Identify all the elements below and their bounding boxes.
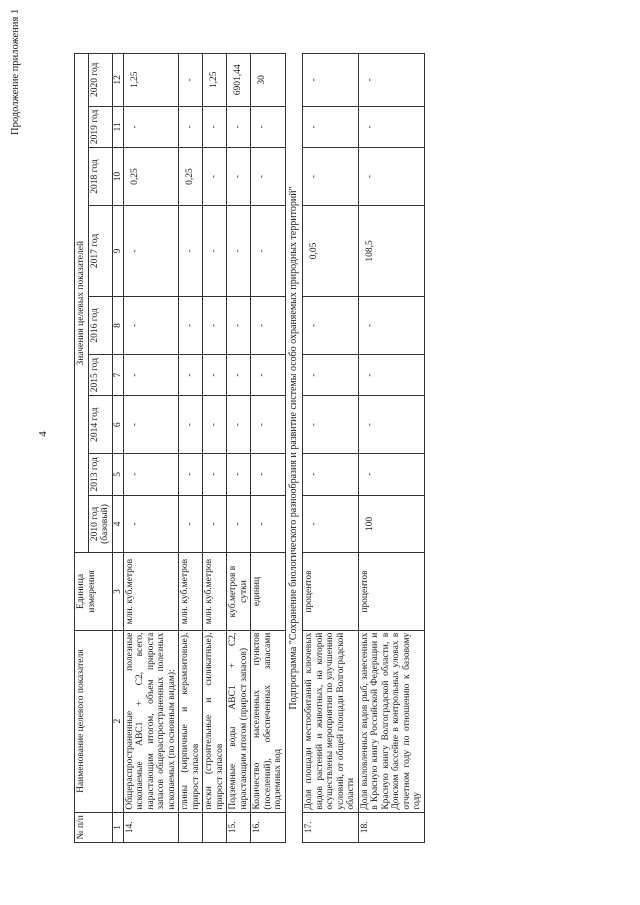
table-body-biodiversity <box>303 54 425 843</box>
header-values-group: Значения целевых показателей <box>75 54 89 553</box>
row-number: 14. <box>123 812 179 842</box>
table-row <box>358 54 424 843</box>
unit-of-measure: единиц <box>251 553 286 630</box>
indicator-value: - <box>251 495 286 553</box>
indicator-value: - <box>227 106 251 147</box>
header-year: 2018 год <box>88 148 112 206</box>
indicator-value: - <box>303 396 359 454</box>
indicator-value: - <box>358 106 424 147</box>
indicator-value: - <box>303 454 359 495</box>
column-index: 10 <box>112 148 123 206</box>
subprogramme-section <box>285 54 303 843</box>
indicator-name: пески (строительные и силикатные), прирост запасов <box>203 630 227 812</box>
table-row <box>179 54 203 843</box>
indicator-value: 0,25 <box>123 148 179 206</box>
indicator-value: - <box>123 205 179 296</box>
indicator-value: - <box>251 454 286 495</box>
column-index-row <box>112 54 123 843</box>
indicator-value: - <box>251 396 286 454</box>
indicator-value: - <box>227 205 251 296</box>
row-number: 16. <box>251 812 286 842</box>
column-index: 2 <box>112 630 123 812</box>
header-year: 2020 год <box>88 54 112 107</box>
column-index: 7 <box>112 354 123 395</box>
column-index: 11 <box>112 106 123 147</box>
indicator-value: - <box>358 54 424 107</box>
header-year: 2016 год <box>88 296 112 354</box>
indicator-value: - <box>203 454 227 495</box>
unit-of-measure: млн. куб.метров <box>179 553 203 630</box>
indicator-value: - <box>179 205 203 296</box>
continuation-note: Продолжение приложения 1 <box>10 8 21 135</box>
unit-of-measure: куб.метров в сутки <box>227 553 251 630</box>
indicator-value: - <box>251 296 286 354</box>
header-year: 2013 год <box>88 454 112 495</box>
indicator-name: Доля площади местообитаний ключевых видов растений и животных, на которой осуществлены мероприятия по улучшению условий, от общей площади Волгоградской области <box>303 630 359 812</box>
indicator-value: - <box>358 148 424 206</box>
indicator-value: - <box>227 296 251 354</box>
table-row <box>227 54 251 843</box>
indicator-value: 30 <box>251 54 286 107</box>
indicator-value: - <box>123 354 179 395</box>
indicator-value: 6901,44 <box>227 54 251 107</box>
indicator-value: - <box>179 354 203 395</box>
indicator-value: - <box>123 106 179 147</box>
indicator-value: - <box>203 148 227 206</box>
header-year: 2015 год <box>88 354 112 395</box>
column-index: 3 <box>112 553 123 630</box>
indicator-value: - <box>251 106 286 147</box>
indicator-value: - <box>203 354 227 395</box>
indicator-name: Количество населенных пунктов (поселений), обеспеченных запасами подземных вод <box>251 630 286 812</box>
indicator-value: - <box>179 296 203 354</box>
indicator-value: - <box>358 454 424 495</box>
table-body-geology <box>123 54 285 843</box>
indicator-value: 0,25 <box>179 148 203 206</box>
indicator-value: - <box>358 396 424 454</box>
indicator-value: - <box>227 495 251 553</box>
column-index: 6 <box>112 396 123 454</box>
row-number <box>203 812 227 842</box>
column-index: 8 <box>112 296 123 354</box>
indicator-value: 0,05 <box>303 205 359 296</box>
row-number: 15. <box>227 812 251 842</box>
unit-of-measure: процентов <box>358 553 424 630</box>
header-year: 2019 год <box>88 106 112 147</box>
indicators-table <box>74 53 425 843</box>
indicator-value: - <box>303 296 359 354</box>
indicator-value: 1,25 <box>203 54 227 107</box>
indicator-value: - <box>203 396 227 454</box>
indicator-value: - <box>227 454 251 495</box>
indicator-value: - <box>203 495 227 553</box>
indicator-value: - <box>123 454 179 495</box>
column-index: 5 <box>112 454 123 495</box>
column-index: 4 <box>112 495 123 553</box>
indicator-value: - <box>303 354 359 395</box>
indicator-value: - <box>227 354 251 395</box>
header-num: № п/п <box>75 812 113 842</box>
unit-of-measure: млн. куб.метров <box>123 553 179 630</box>
indicator-value: - <box>303 148 359 206</box>
indicator-value: 100 <box>358 495 424 553</box>
indicator-value: - <box>123 396 179 454</box>
indicator-value: - <box>179 454 203 495</box>
column-index: 12 <box>112 54 123 107</box>
indicator-value: - <box>303 495 359 553</box>
unit-of-measure: процентов <box>303 553 359 630</box>
indicator-name: Общераспространенные полезные ископаемые АВС1 + С2, всего, нарастающим итогом, объем прироста запасов общераспространенных полезных ископаемых (по основным видам): <box>123 630 179 812</box>
header-name: Наименование целевого показателя <box>75 630 113 812</box>
column-index: 1 <box>112 812 123 842</box>
indicator-value: - <box>227 148 251 206</box>
header-year: 2014 год <box>88 396 112 454</box>
indicator-value: - <box>303 106 359 147</box>
subprogramme-title: Подпрограмма "Сохранение биологического разнообразия и развитие системы особо охраняемых природных территорий" <box>285 54 303 843</box>
indicator-value: - <box>179 54 203 107</box>
column-index: 9 <box>112 205 123 296</box>
row-number: 18. <box>358 812 424 842</box>
indicator-value: - <box>358 296 424 354</box>
indicator-name: глины (кирпичные и керамзитовые), прирост запасов <box>179 630 203 812</box>
header-year: 2010 год (базовый) <box>88 495 112 553</box>
header-year: 2017 год <box>88 205 112 296</box>
indicator-value: - <box>179 106 203 147</box>
indicator-value: - <box>179 396 203 454</box>
row-number: 17. <box>303 812 359 842</box>
table-row <box>123 54 179 843</box>
indicator-value: - <box>203 106 227 147</box>
indicator-name: Доля выловленных видов рыб, занесенных в Красную книгу Российской Федерации и Красную книгу Волгоградской области, в Донском бассейне в контрольных уловах в отчетном году по отношению к базовому году <box>358 630 424 812</box>
indicator-name: Подземные воды АВС1 + С2, нарастающим итогом (прирост запасов) <box>227 630 251 812</box>
indicator-value: - <box>303 54 359 107</box>
indicator-value: 1,25 <box>123 54 179 107</box>
indicator-value: - <box>358 354 424 395</box>
table-row <box>251 54 286 843</box>
indicator-value: - <box>123 495 179 553</box>
indicator-value: - <box>179 495 203 553</box>
indicator-value: - <box>227 396 251 454</box>
indicator-value: - <box>251 205 286 296</box>
header-unit: Единица измерения <box>75 553 113 630</box>
indicator-value: - <box>203 296 227 354</box>
indicator-value: - <box>203 205 227 296</box>
page-number: 4 <box>36 431 49 437</box>
indicator-value: - <box>251 354 286 395</box>
row-number <box>179 812 203 842</box>
table-row <box>203 54 227 843</box>
indicator-value: 108,5 <box>358 205 424 296</box>
unit-of-measure: млн. куб.метров <box>203 553 227 630</box>
table-row <box>303 54 359 843</box>
indicator-value: - <box>123 296 179 354</box>
indicator-value: - <box>251 148 286 206</box>
